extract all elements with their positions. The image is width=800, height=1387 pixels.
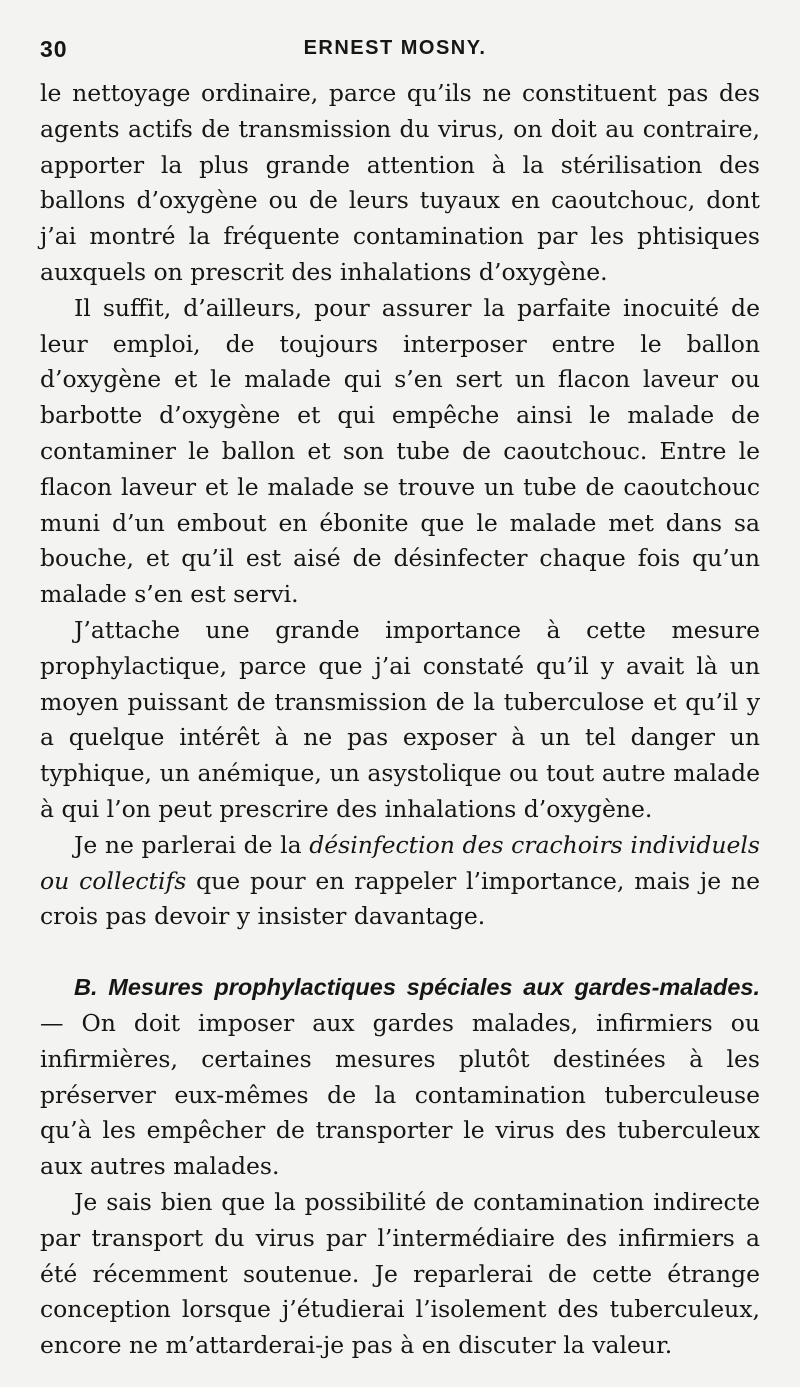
body-text [40,76,760,1364]
spittoons-emphasis: désinfection des crachoirs individuels ou collectifs [40,830,760,895]
paragraph-prophylactic-measure: J’attache une grande importance à cette mesure prophylactique, parce que j’ai constaté qu’il y avait là un moyen puissant de transmission de la tuberculose et qu’il y a quelque intérêt à ne pas exposer à un tel danger un typhique, un anémique, un asystolique ou tout autre malade à qui l’on peut prescrire des inhalations d’oxygène. [40,615,760,823]
section-b-text: — On doit imposer aux gardes malades, infirmiers ou infirmières, certaines mesures plutôt destinées à les préserver eux-mêmes de la contamination tuberculeuse qu’à les empêcher de transporter le virus des tuberculeux aux autres malades. [40,1008,760,1181]
paragraph-spittoons [40,828,760,935]
section-heading: B. Mesures prophylactiques spéciales aux gardes-malades. [74,974,760,1001]
paragraph-section-b [40,970,760,1185]
running-title: ERNEST MOSNY. [303,37,487,59]
spittoons-text-after: que pour en rappeler l’importance, mais je ne crois pas devoir y insister davantage. [40,866,760,931]
paragraph-continuation: le nettoyage ordinaire, parce qu’ils ne constituent pas des agents actifs de transmission du virus, on doit au contraire, apporter la plus grande attention à la stérilisation des ballons d’oxygène ou de leurs tuyaux en caoutchouc, dont j’ai montré la fréquente contamination par les phtisiques auxquels on prescrit des inhalations d’oxygène. [40,79,760,286]
running-head [30,26,760,74]
paragraph-indirect-contamination: Je sais bien que la possibilité de contamination indirecte par transport du virus par l’intermédiaire des infirmiers a été récemment soutenue. Je reparlerai de cette étrange conception lorsque j’étudierai l’isolement des tuberculeux, encore ne m’attarderai-je pas à en discuter la valeur. [40,1187,760,1360]
spittoons-text-before: Je ne parlerai de la [74,830,310,859]
paragraph-oxygen-flask: Il suffit, d’ailleurs, pour assurer la parfaite inocuité de leur emploi, de toujours interposer entre le ballon d’oxygène et le malade qui s’en sert un flacon laveur ou barbotte d’oxygène et qui empêche ainsi le malade de contaminer le ballon et son tube de caoutchouc. Entre le flacon laveur et le malade se trouve un tube de caoutchouc muni d’un embout en ébonite que le malade met dans sa bouche, et qu’il est aisé de désinfecter chaque fois qu’un malade s’en est servi. [40,293,760,609]
page-number: 30 [40,36,68,62]
